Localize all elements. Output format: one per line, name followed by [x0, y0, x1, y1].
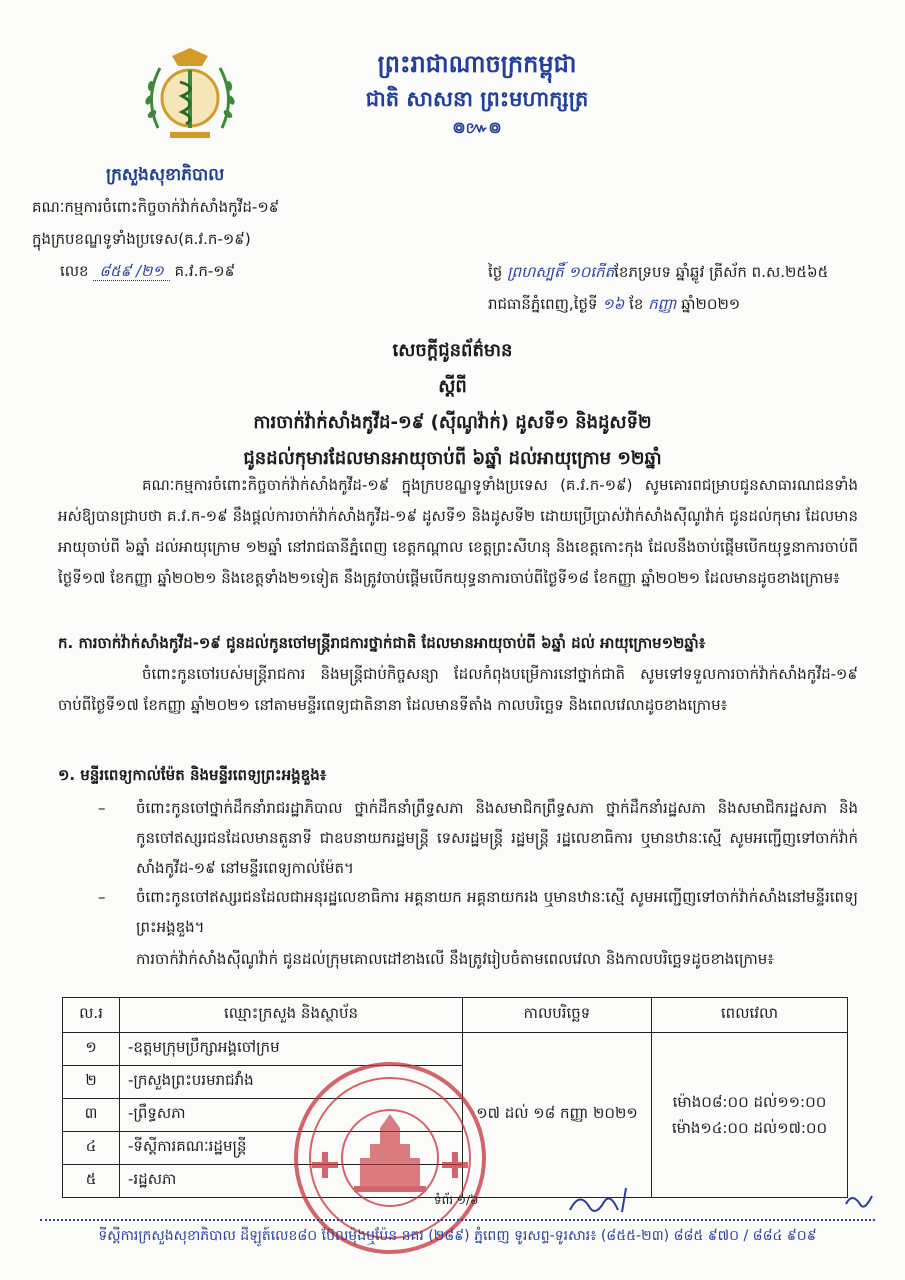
title-line-2: ស្តីពី	[438, 376, 467, 397]
signature-initials	[560, 1182, 880, 1222]
row-num: ១	[63, 1033, 120, 1066]
kingdom-motto: ជាតិ សាសនា ព្រះមហាក្សត្រ	[365, 87, 589, 111]
section-a-paragraph: ចំពោះកូនចៅរបស់មន្ត្រីរាជការ និងមន្ត្រីជាប់កិច្ចសន្យា ដែលកំពុងបម្រើការនៅថ្នាក់ជាតិ សូមទៅទទួលការចាក់វ៉ាក់សាំងកូវីដ-១៩ ចាប់ពីថ្ងៃទី១៧ ខែកញ្ញា ឆ្នាំ២០២១ នៅតាមមន្ទីរពេទ្យជាតិនានា ដែលមានទីតាំង កាលបរិច្ឆេទ និងពេលវេលាដូចខាងក្រោម៖	[58, 665, 858, 714]
bullet-dash: –	[98, 799, 106, 817]
row-num: ៣	[63, 1099, 120, 1132]
section-1-heading: ១. មន្ទីរពេទ្យកាល់ម៉ែត និងមន្ទីរពេទ្យព្រះអង្គឌួង៖	[58, 766, 327, 784]
row-institution: -រដ្ឋសភា	[120, 1165, 463, 1198]
schedule-dates: ១៧ ដល់ ១៨ កញ្ញា ២០២១	[463, 1033, 652, 1198]
document-title	[0, 333, 905, 477]
committee-name	[32, 191, 362, 255]
row-institution: -ក្រសួងព្រះបរមរាជវាំង	[120, 1066, 463, 1099]
city-date-prefix: រាជធានីភ្នំពេញ,ថ្ងៃទី	[488, 295, 598, 313]
city-date	[488, 288, 878, 320]
title-line-1: សេចក្តីជូនព័ត៌មាន	[392, 340, 513, 361]
row-num: ៥	[63, 1165, 120, 1198]
lunar-date-handwritten: ព្រហស្បតិ៍ ១០កើត	[507, 263, 615, 281]
kingdom-ornament: ៙៚៙	[452, 118, 502, 137]
row-institution: -ទីស្តីការគណៈរដ្ឋមន្ត្រី	[120, 1132, 463, 1165]
section-a-heading: ក. ការចាក់វ៉ាក់សាំងកូវីដ-១៩ ជូនដល់កូនចៅមន្ត្រីរាជការថ្នាក់ជាតិ ដែលមានអាយុចាប់ពី ៦ឆ្នាំ ដល់ អាយុក្រោម១២ឆ្នាំ៖	[58, 634, 706, 652]
header-num: ល.រ	[63, 998, 120, 1033]
ministry-name: ក្រសួងសុខាភិបាល	[106, 165, 225, 185]
lunar-date	[488, 256, 878, 288]
kingdom-title: ព្រះរាជាណាចក្រកម្ពុជា	[377, 50, 577, 78]
header-date: កាលបរិច្ឆេទ	[463, 998, 652, 1033]
committee-line-1: គណៈកម្មការចំពោះកិច្ចចាក់វ៉ាក់សាំងកូវីដ-១៩	[32, 198, 280, 216]
page-number: ទំព័រ ១/៦	[434, 1193, 479, 1207]
reference-number	[60, 262, 235, 284]
ministry-logo	[140, 48, 240, 144]
header-institution: ឈ្មោះក្រសួង និងស្ថាប័ន	[120, 998, 463, 1033]
date-block	[488, 256, 878, 320]
ref-suffix: គ.វ.ក-១៩	[174, 262, 236, 280]
lunar-date-prefix: ថ្ងៃ	[488, 263, 503, 281]
lunar-date-rest: ខែភទ្របទ ឆ្នាំឆ្លូវ ត្រីស័ក ព.ស.២៥៦៥	[614, 263, 829, 281]
committee-line-2: ក្នុងក្របខណ្ឌទូទាំងប្រទេស(គ.វ.ក-១៩)	[32, 230, 251, 248]
city-date-day: ១៦	[602, 295, 625, 313]
bullet-item-2	[98, 882, 858, 942]
kingdom-header	[312, 46, 642, 140]
table-header-row	[63, 998, 848, 1033]
title-line-4: ជូនដល់កុមារដែលមានអាយុចាប់ពី ៦ឆ្នាំ ដល់អាយុក្រោម ១២ឆ្នាំ	[243, 448, 662, 469]
bullet-text-2: ចំពោះកូនចៅឥស្សរជនដែលជាអនុរដ្ឋលេខាធិការ អគ្គនាយក អគ្គនាយករង ឬមានឋានៈស្មើ សូមអញ្ជើញទៅចាក់វ៉ាក់សាំងនៅមន្ទីរពេទ្យព្រះអង្គឌួង។	[136, 888, 858, 936]
row-num: ៤	[63, 1132, 120, 1165]
bullet-dash: –	[98, 888, 106, 906]
intro-paragraph: គណៈកម្មការចំពោះកិច្ចចាក់វ៉ាក់សាំងកូវីដ-១៩ ក្នុងក្របខណ្ឌទូទាំងប្រទេស (គ.វ.ក-១៩) សូមគោរពជម្រាបជូនសាធារណជនទាំងអស់ឱ្យបានជ្រាបថា គ.វ.ក-១៩ នឹងផ្តល់ការចាក់វ៉ាក់សាំងកូវីដ-១៩ ដូសទី១ និងដូសទី២ ដោយប្រើប្រាស់វ៉ាក់សាំងស៊ីណូវ៉ាក់ ជូនដល់កុមារ ដែលមានអាយុចាប់ពី ៦ឆ្នាំ ដល់អាយុក្រោម ១២ឆ្នាំ នៅរាជធានីភ្នំពេញ ខេត្តកណ្ដាល ខេត្តព្រះសីហនុ និងខេត្តកោះកុង ដែលនឹងចាប់ផ្តើមបើកយុទ្ធនាការចាប់ពីថ្ងៃទី១៧ ខែកញ្ញា ឆ្នាំ២០២១ និងខេត្តទាំង២១ទៀត នឹងត្រូវចាប់ផ្តើមបើកយុទ្ធនាការចាប់ពីថ្ងៃទី១៨ ខែកញ្ញា ឆ្នាំ២០២១ ដែលមានដូចខាងក្រោម៖	[58, 476, 858, 587]
row-num: ២	[63, 1066, 120, 1099]
ref-number-handwritten: ៨៥៩ /២១	[93, 262, 169, 281]
schedule-note: ការចាក់វ៉ាក់សាំងស៊ីណូវ៉ាក់ ជូនដល់ក្រុមគោលដៅខាងលើ នឹងត្រូវរៀបចំតាមពេលវេលា និងកាលបរិច្ឆេទដូចខាងក្រោម៖	[136, 950, 774, 968]
city-date-month: កញ្ញា	[648, 295, 677, 313]
city-date-year: ឆ្នាំ២០២១	[681, 295, 741, 313]
footer-address: ទីស្តីការក្រសួងសុខាភិបាល ដីឡូត៍លេខ៨០ ប៊ែលម៉ុងឬប៉ែន នគរ (២៨៩) ភ្នំពេញ ទូរសព្ទ-ទូរសារ៖ (៨៥៥-២៣) ៨៨៥ ៩៧០ / ៨៨៤ ៩០៩	[98, 1228, 817, 1244]
bullet-text-1: ចំពោះកូនចៅថ្នាក់ដឹកនាំរាជរដ្ឋាភិបាល ថ្នាក់ដឹកនាំព្រឹទ្ធសភា និងសមាជិកព្រឹទ្ធសភា ថ្នាក់ដឹកនាំរដ្ឋសភា និងសមាជិករដ្ឋសភា និងកូនចៅឥស្សរជនដែលមានតួនាទី ជាឧបនាយករដ្ឋមន្ត្រី ទេសរដ្ឋមន្ត្រី រដ្ឋមន្ត្រី រដ្ឋលេខាធិការ ឬមានឋានៈស្មើ សូមអញ្ជើញទៅចាក់វ៉ាក់សាំងកូវីដ-១៩ នៅមន្ទីរពេទ្យកាល់ម៉ែត។	[136, 799, 858, 877]
schedule-times	[652, 1033, 848, 1198]
city-date-month-label: ខែ	[629, 295, 644, 313]
time-slot-afternoon: ម៉ោង១៤:០០ ដល់១៧:០០	[671, 1119, 828, 1137]
row-institution: -ព្រឹទ្ធសភា	[120, 1099, 463, 1132]
row-institution: -ឧត្តមក្រុមប្រឹក្សាអង្គចៅក្រម	[120, 1033, 463, 1066]
footer-divider	[40, 1219, 875, 1221]
header-time: ពេលវេលា	[652, 998, 848, 1033]
title-line-3: ការចាក់វ៉ាក់សាំងកូវីដ-១៩ (ស៊ីណូវ៉ាក់) ដូសទី១ និងដូសទី២	[253, 412, 652, 433]
time-slot-morning: ម៉ោង០៨:០០ ដល់១១:០០	[672, 1093, 827, 1111]
bullet-item-1	[98, 793, 858, 883]
ref-prefix: លេខ	[60, 262, 89, 280]
